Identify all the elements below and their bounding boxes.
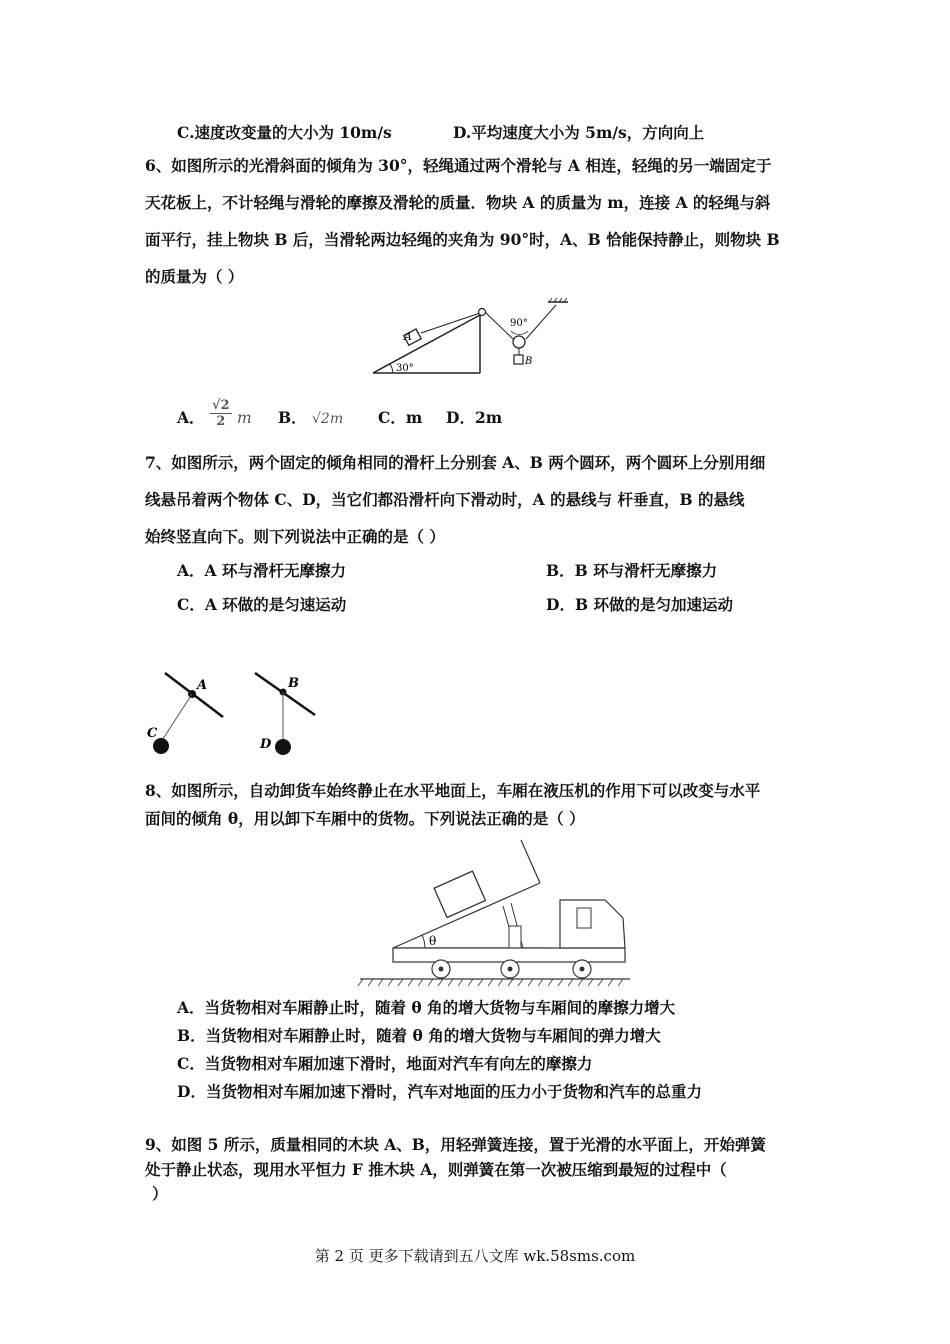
q6-option-a-denominator: 2: [216, 413, 226, 429]
q7-option-c: C．A 环做的是匀速运动: [177, 595, 347, 614]
q6-incline-figure: [368, 295, 588, 380]
q7-label-c: C: [147, 726, 158, 741]
q6-angle-90: 90°: [510, 318, 528, 329]
q7-rods-figure: [145, 665, 330, 765]
q6-option-b: [278, 407, 343, 430]
q6-text-line3: 面平行，挂上物块 B 后，当滑轮两边轻绳的夹角为 90°时，A、B 恰能保持静止，则物块 B: [145, 230, 780, 249]
q8-option-a: A．当货物相对车厢静止时，随着 θ 角的增大货物与车厢间的摩擦力增大: [177, 998, 676, 1017]
q8-truck-figure: [355, 838, 635, 988]
q6-option-a-fraction: [210, 398, 232, 429]
q7-label-d: D: [260, 737, 272, 752]
q6-option-b-value: √2m: [312, 411, 344, 427]
q8-label-theta: θ: [429, 934, 437, 948]
q6-angle-30: 30°: [396, 363, 414, 374]
q7-text-line2: 线悬吊着两个物体 C、D，当它们都沿滑杆向下滑动时，A 的悬线与 杆垂直，B 的悬线: [145, 490, 745, 509]
q8-option-c: C．当货物相对车厢加速下滑时，地面对汽车有向左的摩擦力: [177, 1054, 593, 1073]
q7-text-line1: 7、如图所示，两个固定的倾角相同的滑杆上分别套 A、B 两个圆环，两个圆环上分别用细: [145, 453, 766, 472]
q6-option-c: C．m: [378, 408, 423, 427]
q6-text-line2: 天花板上，不计轻绳与滑轮的摩擦及滑轮的质量．物块 A 的质量为 m，连接 A 的轻绳与斜: [145, 193, 771, 212]
q7-text-line3: 始终竖直向下。则下列说法中正确的是（ ）: [145, 527, 445, 546]
q5-option-d: D.平均速度大小为 5m/s，方向向上: [453, 123, 705, 142]
q6-option-a-var: m: [236, 409, 252, 427]
q8-option-b: B．当货物相对车厢静止时，随着 θ 角的增大货物与车厢间的弹力增大: [177, 1026, 661, 1045]
q8-option-d: D．当货物相对车厢加速下滑时，汽车对地面的压力小于货物和汽车的总重力: [177, 1082, 702, 1101]
q7-option-b: B．B 环与滑杆无摩擦力: [546, 561, 718, 580]
q6-option-a: [177, 397, 252, 429]
q6-option-a-numerator: √2: [211, 397, 230, 413]
q6-text-line1: 6、如图所示的光滑斜面的倾角为 30°，轻绳通过两个滑轮与 A 相连，轻绳的另一端固定于: [145, 156, 772, 175]
page-footer: 第 2 页 更多下载请到五八文库 wk.58sms.com: [314, 1247, 636, 1265]
q9-text-line2: 处于静止状态，现用水平恒力 F 推木块 A，则弹簧在第一次被压缩到最短的过程中（: [145, 1160, 727, 1179]
q8-text-line1: 8、如图所示，自动卸货车始终静止在水平地面上，车厢在液压机的作用下可以改变与水平: [145, 781, 761, 800]
q6-option-d: D．2m: [446, 408, 503, 427]
q6-label-a: A: [404, 330, 412, 343]
q9-text-line1: 9、如图 5 所示，质量相同的木块 A、B，用轻弹簧连接，置于光滑的水平面上，开始弹簧: [145, 1135, 766, 1154]
q6-option-b-prefix: B．: [278, 408, 307, 427]
q7-label-b: B: [288, 676, 299, 691]
q9-text-line3: ）: [152, 1184, 168, 1203]
q8-text-line2: 面间的倾角 θ，用以卸下车厢中的货物。下列说法正确的是（ ）: [145, 809, 585, 828]
q6-text-line4: 的质量为（ ）: [145, 267, 244, 286]
q7-option-a: A．A 环与滑杆无摩擦力: [177, 561, 346, 580]
q7-option-d: D．B 环做的是匀加速运动: [546, 595, 733, 614]
q5-option-c: C.速度改变量的大小为 10m/s: [177, 123, 392, 142]
q6-option-a-prefix: A．: [177, 408, 205, 427]
q6-label-b: B: [525, 356, 533, 367]
q7-label-a: A: [197, 678, 208, 693]
